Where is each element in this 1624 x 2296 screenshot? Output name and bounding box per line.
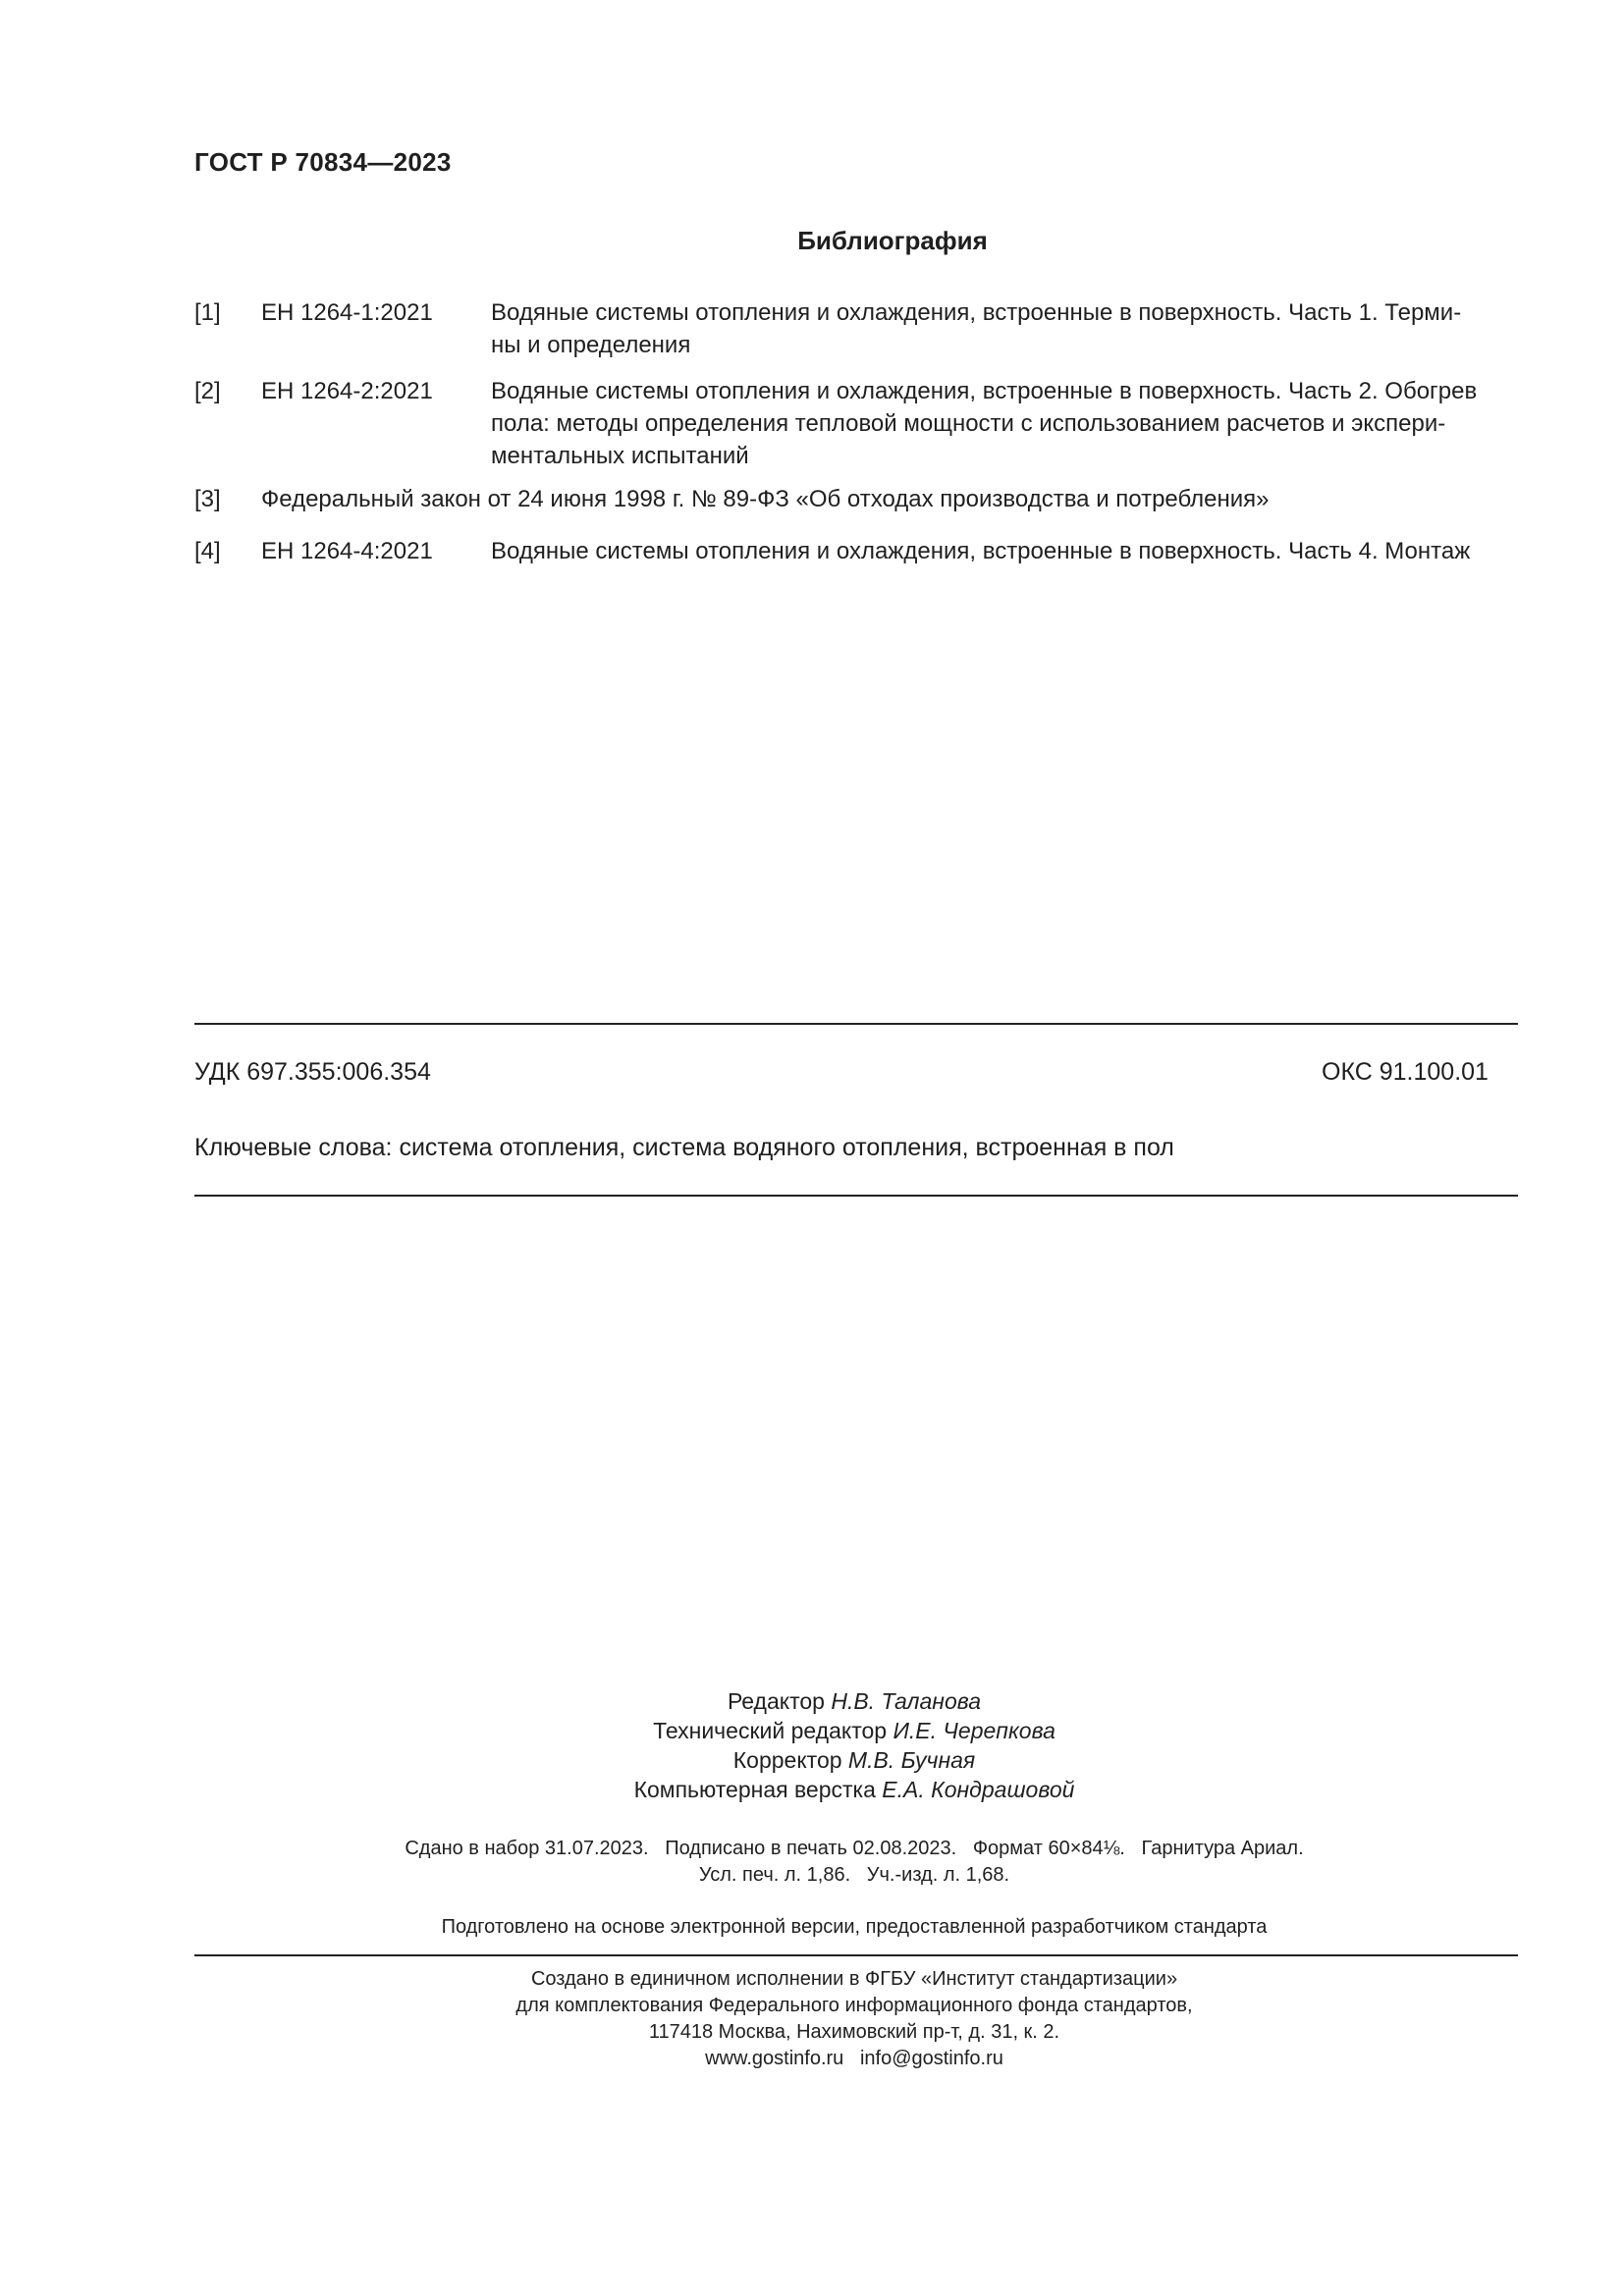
footer-line-1: Создано в единичном исполнении в ФГБУ «Институт стандартизации» [530,1968,1178,1990]
credit-corrector [0,1745,1624,1775]
credit-name: И.Е. Черепкова [893,1718,1056,1743]
document-header: ГОСТ Р 70834—2023 [194,147,452,177]
divider-middle [194,1195,1518,1197]
credit-label: Компьютерная верстка [633,1777,876,1802]
credit-label: Технический редактор [653,1718,888,1743]
credit-name: Н.В. Таланова [831,1688,982,1714]
credit-layout [0,1775,1624,1804]
credit-label: Корректор [732,1747,842,1773]
entry-desc-line: пола: методы определения тепловой мощности с использованием расчетов и экспери- [491,410,1446,437]
entry-number: [4] [194,538,221,564]
imprint-line-1: Сдано в набор 31.07.2023. Подписано в печать 02.08.2023. Формат 60×84⅛. Гарнитура Ариал. [405,1838,1304,1859]
bibliography-title: Библиография [797,226,988,255]
entry-desc-line: Водяные системы отопления и охлаждения, встроенные в поверхность. Часть 4. Монтаж [491,538,1471,564]
footer-links: www.gostinfo.ru info@gostinfo.ru [705,2048,1003,2069]
keywords: Ключевые слова: система отопления, система водяного отопления, встроенная в пол [194,1134,1174,1161]
udk-code: УДК 697.355:006.354 [194,1058,431,1086]
entry-code: ЕН 1264-1:2021 [261,299,433,326]
credit-editor [0,1686,1624,1716]
divider-bottom [194,1954,1518,1956]
entry-number: [3] [194,486,221,512]
divider-top [194,1023,1518,1025]
entry-number: [2] [194,378,221,404]
imprint-line-2: Усл. печ. л. 1,86. Уч.-изд. л. 1,68. [698,1864,1010,1886]
entry-desc-line: ментальных испытаний [491,443,749,469]
credit-name: Е.А. Кондрашовой [882,1777,1075,1802]
footer-line-3: 117418 Москва, Нахимовский пр-т, д. 31, к. 2. [648,2021,1060,2043]
entry-code: ЕН 1264-4:2021 [261,538,433,564]
credit-name: М.В. Бучная [847,1747,976,1773]
entry-number: [1] [194,299,221,326]
oks-code: ОКС 91.100.01 [1322,1058,1489,1086]
entry-code: ЕН 1264-2:2021 [261,378,433,404]
entry-desc-line: Водяные системы отопления и охлаждения, встроенные в поверхность. Часть 2. Обогрев [491,378,1478,404]
entry-description [491,296,1518,361]
imprint-prepared: Подготовлено на основе электронной версии, предоставленной разработчиком стандарта [441,1916,1268,1938]
entry-desc-line: Водяные системы отопления и охлаждения, встроенные в поверхность. Часть 1. Терми- [491,299,1462,326]
entry-description [491,375,1518,472]
footer-line-2: для комплектования Федерального информационного фонда стандартов, [515,1995,1193,2016]
credit-tech-editor [0,1716,1624,1745]
credit-label: Редактор [727,1688,825,1714]
entry-desc-line: ны и определения [491,332,691,358]
entry-description [491,535,1518,567]
entry-full-text: Федеральный закон от 24 июня 1998 г. № 89-ФЗ «Об отходах производства и потребления» [261,486,1270,512]
